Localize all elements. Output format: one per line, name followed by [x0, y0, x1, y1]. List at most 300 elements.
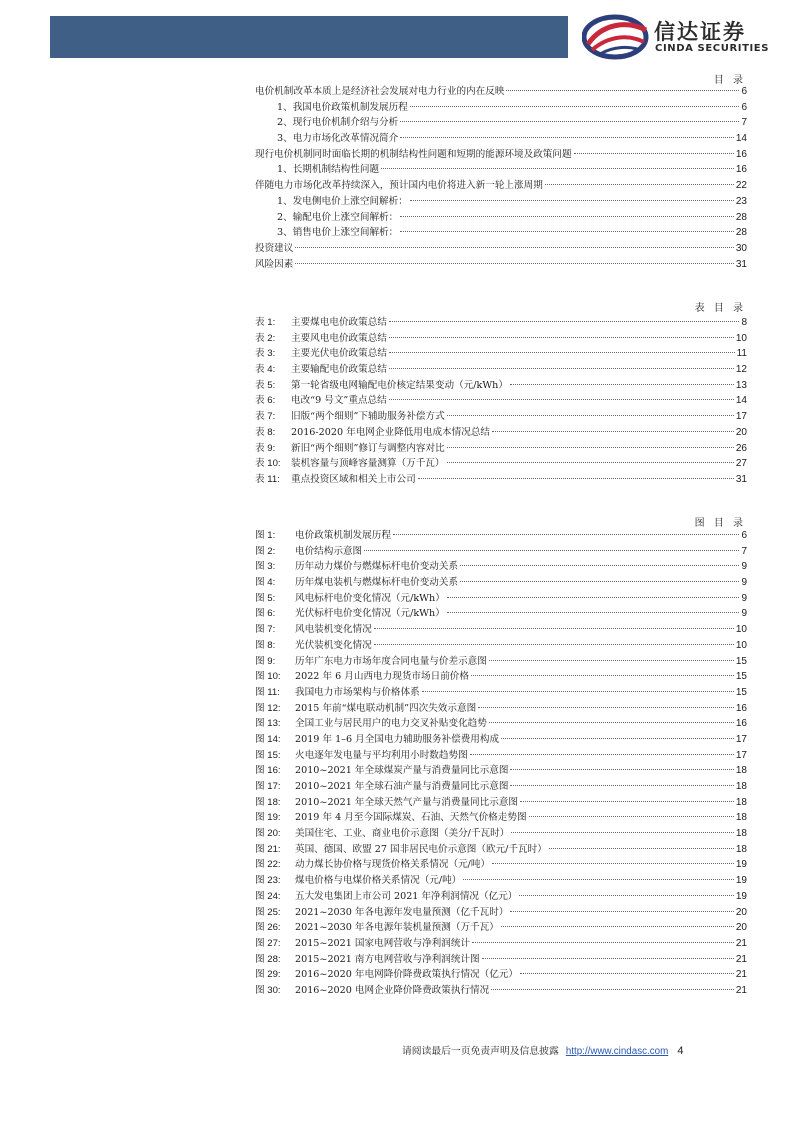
entry-label	[255, 952, 480, 968]
entry-label	[255, 147, 572, 163]
leader-dots	[471, 675, 734, 676]
entry-label	[255, 257, 293, 273]
entry-number: 图 6:	[255, 608, 276, 620]
entry-text: 美国住宅、工业、商业电价示意图（美分/千瓦时）	[295, 828, 510, 840]
page-number: 4	[677, 1045, 684, 1057]
entry-number: 图 25:	[255, 906, 281, 918]
entry-label	[255, 409, 445, 425]
entry-page-number: 12	[735, 364, 747, 376]
brand-name-cn: 信达证券	[654, 20, 746, 44]
entry-number: 图 7:	[255, 624, 276, 636]
entry-text: 第一轮省级电网输配电价核定结果变动（元/kWh）	[291, 379, 508, 391]
entry-number: 图 16:	[255, 765, 281, 777]
entry-page-number: 18	[735, 765, 747, 777]
leader-dots	[529, 816, 734, 817]
leader-dots	[511, 832, 734, 833]
entry-text: 历年煤电装机与燃煤标杆电价变动关系	[295, 577, 459, 589]
entry-text: 2010~2021 年全球煤炭产量与消费量同比示意图	[295, 765, 509, 777]
entry-number: 表 3:	[255, 348, 276, 360]
figure-list-entry[interactable]	[255, 748, 747, 764]
entry-number: 图 8:	[255, 639, 276, 651]
leader-dots	[400, 121, 739, 122]
leader-dots	[492, 431, 734, 432]
entry-text: 1、发电侧电价上涨空间解析：	[277, 195, 408, 207]
entry-number: 图 10:	[255, 671, 281, 683]
entry-text: 煤电价格与电煤价格关系情况（元/吨）	[295, 875, 462, 887]
figure-list-entry[interactable]	[255, 669, 747, 685]
entry-text: 五大发电集团上市公司 2021 年净利润情况（亿元）	[295, 890, 518, 902]
leader-dots	[400, 137, 734, 138]
toc-entry[interactable]	[255, 178, 747, 194]
entry-text: 伴随电力市场化改革持续深入，预计国内电价将进入新一轮上涨周期	[255, 180, 543, 192]
entry-number: 表 9:	[255, 442, 276, 454]
entry-number: 图 23:	[255, 875, 281, 887]
entry-number: 图 2:	[255, 545, 276, 557]
entry-page-number: 20	[735, 922, 747, 934]
toc-entry[interactable]	[255, 131, 747, 147]
figure-list-entry[interactable]	[255, 795, 747, 811]
entry-text: 1、我国电价政策机制发展历程	[277, 101, 408, 113]
entry-number: 图 15:	[255, 749, 281, 761]
leader-dots	[510, 769, 733, 770]
entry-number: 图 26:	[255, 922, 281, 934]
entry-number: 图 3:	[255, 561, 276, 573]
figure-list-entry[interactable]	[255, 810, 747, 826]
toc-entry[interactable]	[255, 194, 747, 210]
table-list-entry[interactable]	[255, 456, 747, 472]
leader-dots	[489, 660, 734, 661]
entry-label	[255, 842, 547, 858]
footer-url-link[interactable]: http://www.cindasc.com	[565, 1046, 669, 1057]
entry-page-number: 18	[735, 843, 747, 855]
leader-dots	[364, 550, 739, 551]
entry-page-number: 14	[735, 133, 747, 145]
entry-page-number: 31	[735, 258, 747, 270]
leader-dots	[447, 447, 734, 448]
leader-dots	[447, 415, 734, 416]
entry-page-number: 21	[735, 984, 747, 996]
leader-dots	[491, 989, 734, 990]
entry-page-number: 17	[735, 733, 747, 745]
figure-list-entry[interactable]	[255, 905, 747, 921]
table-list	[255, 315, 747, 488]
entry-text: 主要风电电价政策总结	[291, 332, 387, 344]
entry-label	[255, 654, 487, 670]
entry-label	[255, 241, 293, 257]
entry-text: 风电装机变化情况	[295, 624, 372, 636]
entry-text: 历年广东电力市场年度合同电量与价差示意图	[295, 655, 487, 667]
entry-label	[255, 936, 470, 952]
entry-label	[255, 669, 469, 685]
entry-text: 2016~2020 年电网降价降费政策执行情况（亿元）	[295, 969, 519, 981]
entry-text: 电价结构示意图	[295, 545, 363, 557]
entry-label	[255, 622, 372, 638]
leader-dots	[418, 478, 734, 479]
leader-dots	[510, 785, 733, 786]
toc-entry[interactable]	[255, 84, 747, 100]
leader-dots	[447, 462, 734, 463]
entry-number: 表 6:	[255, 395, 276, 407]
leader-dots	[295, 247, 734, 248]
entry-page-number: 15	[735, 671, 747, 683]
entry-label	[255, 732, 499, 748]
leader-dots	[489, 722, 734, 723]
entry-text: 电价机制改革本质上是经济社会发展对电力行业的内在反映	[255, 86, 505, 97]
entry-page-number: 10	[735, 332, 747, 344]
figure-list-entry[interactable]	[255, 779, 747, 795]
figure-list-entry[interactable]	[255, 575, 747, 591]
entry-number: 图 21:	[255, 843, 281, 855]
entry-page-number: 9	[741, 608, 747, 620]
entry-label	[255, 178, 543, 194]
entry-label	[255, 441, 445, 457]
figure-list-entry[interactable]	[255, 842, 747, 858]
entry-page-number: 9	[741, 592, 747, 604]
entry-text: 2019 年 1–6 月全国电力辅助服务补偿费用构成	[295, 733, 500, 745]
table-list-title: 表 目 录	[694, 303, 746, 314]
entry-page-number: 20	[735, 906, 747, 918]
figure-list-entry[interactable]	[255, 936, 747, 952]
entry-text: 2010~2021 年全球天然气产量与消费量同比示意图	[295, 796, 519, 808]
entry-text: 2022 年 6 月山西电力现货市场日前价格	[295, 671, 469, 683]
entry-text: 装机容量与顶峰容量测算（万千瓦）	[291, 458, 445, 470]
figure-list-entry[interactable]	[255, 591, 747, 607]
leader-dots	[510, 384, 734, 385]
entry-number: 图 28:	[255, 953, 281, 965]
entry-page-number: 16	[735, 148, 747, 160]
entry-page-number: 6	[741, 101, 747, 113]
entry-text: 2015~2021 国家电网营收与净利润统计	[295, 937, 471, 949]
figure-list-entry[interactable]	[255, 544, 747, 560]
entry-label	[255, 638, 372, 654]
entry-number: 图 12:	[255, 702, 281, 714]
entry-text: 电价政策机制发展历程	[295, 530, 391, 541]
entry-label	[255, 100, 408, 116]
entry-label	[255, 905, 508, 921]
entry-page-number: 23	[735, 195, 747, 207]
figure-list-entry[interactable]	[255, 873, 747, 889]
entry-number: 表 2:	[255, 332, 276, 344]
entry-number: 表 1:	[255, 317, 276, 328]
entry-text: 2010~2021 年全球石油产量与消费量同比示意图	[295, 781, 509, 792]
brand-logo	[582, 14, 777, 60]
entry-page-number: 9	[741, 577, 747, 589]
entry-label	[255, 810, 527, 826]
entry-text: 我国电力市场架构与价格体系	[295, 686, 420, 698]
entry-text: 2019 年 4 月至今国际煤炭、石油、天然气价格走势图	[295, 812, 527, 824]
entry-number: 图 13:	[255, 718, 281, 730]
entry-label	[255, 889, 517, 905]
toc-entry[interactable]	[255, 210, 747, 226]
entry-label	[255, 115, 398, 131]
entry-label	[255, 528, 391, 544]
entry-label	[255, 701, 476, 717]
entry-label	[255, 362, 387, 378]
entry-page-number: 18	[735, 812, 747, 824]
entry-page-number: 8	[741, 317, 747, 328]
leader-dots	[463, 879, 734, 880]
entry-number: 图 11:	[255, 686, 280, 698]
entry-label	[255, 425, 490, 441]
entry-text: 光伏装机变化情况	[295, 639, 372, 651]
entry-label	[255, 472, 416, 488]
table-list-entry[interactable]	[255, 409, 747, 425]
table-list-entry[interactable]	[255, 331, 747, 347]
toc-list	[255, 84, 747, 272]
entry-page-number: 18	[735, 796, 747, 808]
entry-label	[255, 194, 408, 210]
leader-dots	[472, 942, 734, 943]
entry-text: 2021~2030 年各电源年装机量预测（万千瓦）	[295, 922, 499, 934]
entry-number: 图 19:	[255, 812, 281, 824]
leader-dots	[482, 958, 734, 959]
figure-list-entry[interactable]	[255, 920, 747, 936]
entry-page-number: 7	[741, 545, 747, 557]
entry-number: 图 18:	[255, 796, 281, 808]
entry-label	[255, 131, 398, 147]
leader-dots	[447, 612, 740, 613]
entry-label	[255, 544, 362, 560]
entry-label	[255, 606, 445, 622]
entry-label	[255, 967, 518, 983]
leader-dots	[574, 153, 734, 154]
table-list-entry[interactable]	[255, 362, 747, 378]
table-list-entry[interactable]	[255, 425, 747, 441]
entry-text: 现行电价机制同时面临长期的机制结构性问题和短期的能源环境及政策问题	[255, 148, 572, 160]
leader-dots	[460, 565, 739, 566]
entry-page-number: 17	[735, 411, 747, 423]
entry-text: 全国工业与居民用户的电力交叉补贴变化趋势	[295, 718, 487, 730]
entry-page-number: 18	[735, 828, 747, 840]
leader-dots	[520, 973, 734, 974]
entry-page-number: 7	[741, 117, 747, 129]
entry-text: 风电标杆电价变化情况（元/kWh）	[295, 592, 445, 604]
entry-page-number: 6	[741, 530, 747, 541]
entry-text: 2016-2020 年电网企业降低用电成本情况总结	[291, 426, 491, 438]
entry-label	[255, 826, 509, 842]
entry-number: 表 10:	[255, 458, 281, 470]
entry-number: 图 17:	[255, 781, 281, 792]
entry-page-number: 28	[735, 211, 747, 223]
entry-label	[255, 748, 468, 764]
toc-entry[interactable]	[255, 162, 747, 178]
entry-page-number: 16	[735, 702, 747, 714]
leader-dots	[374, 644, 734, 645]
entry-label	[255, 210, 398, 226]
logo-emblem-icon	[582, 14, 652, 60]
toc-entry[interactable]	[255, 241, 747, 257]
table-list-entry[interactable]	[255, 393, 747, 409]
figure-list-entry[interactable]	[255, 763, 747, 779]
figure-list-entry[interactable]	[255, 967, 747, 983]
entry-page-number: 17	[735, 749, 747, 761]
entry-page-number: 11	[736, 348, 747, 360]
entry-page-number: 19	[735, 875, 747, 887]
entry-text: 2016~2020 电网企业降价降费政策执行情况	[295, 984, 490, 996]
figure-list-entry[interactable]	[255, 528, 747, 544]
toc-entry[interactable]	[255, 225, 747, 241]
leader-dots	[410, 200, 734, 201]
leader-dots	[410, 106, 740, 107]
entry-page-number: 10	[735, 624, 747, 636]
entry-page-number: 20	[735, 426, 747, 438]
entry-text: 2、现行电价机制介绍与分析	[277, 117, 399, 129]
entry-page-number: 21	[735, 969, 747, 981]
leader-dots	[400, 231, 734, 232]
entry-label	[255, 873, 461, 889]
entry-label	[255, 575, 458, 591]
entry-text: 历年动力煤价与燃煤标杆电价变动关系	[295, 561, 459, 573]
leader-dots	[295, 263, 734, 264]
entry-number: 图 14:	[255, 733, 281, 745]
toc-entry[interactable]	[255, 100, 747, 116]
entry-label	[255, 162, 379, 178]
leader-dots	[510, 911, 733, 912]
figure-list-entry[interactable]	[255, 889, 747, 905]
entry-label	[255, 857, 490, 873]
entry-text: 投资建议	[255, 242, 294, 254]
entry-number: 图 20:	[255, 828, 281, 840]
entry-text: 主要输配电价政策总结	[291, 364, 387, 376]
entry-label	[255, 716, 487, 732]
entry-text: 2015~2021 南方电网营收与净利润统计图	[295, 953, 480, 965]
entry-number: 图 5:	[255, 592, 276, 604]
leader-dots	[381, 168, 734, 169]
figure-list-entry[interactable]	[255, 606, 747, 622]
entry-number: 表 11:	[255, 473, 280, 485]
leader-dots	[520, 801, 734, 802]
figure-list-entry[interactable]	[255, 732, 747, 748]
entry-page-number: 19	[735, 890, 747, 902]
entry-page-number: 16	[735, 164, 747, 176]
table-list-entry[interactable]	[255, 472, 747, 488]
entry-text: 风险因素	[255, 258, 294, 270]
entry-label	[255, 315, 387, 331]
entry-page-number: 22	[735, 180, 747, 192]
entry-number: 图 4:	[255, 577, 276, 589]
entry-page-number: 15	[735, 655, 747, 667]
leader-dots	[389, 321, 740, 322]
figure-list-entry[interactable]	[255, 685, 747, 701]
entry-number: 图 9:	[255, 655, 276, 667]
entry-text: 旧版“两个细则”下辅助服务补偿方式	[291, 411, 445, 423]
leader-dots	[422, 691, 734, 692]
figure-list-title: 图 目 录	[694, 518, 746, 529]
entry-label	[255, 795, 518, 811]
entry-label	[255, 331, 387, 347]
entry-number: 图 24:	[255, 890, 281, 902]
table-list-entry[interactable]	[255, 346, 747, 362]
entry-text: 2015 年前“煤电联动机制”四次失效示意图	[295, 702, 477, 714]
entry-page-number: 6	[741, 86, 747, 97]
leader-dots	[519, 895, 733, 896]
figure-list-entry[interactable]	[255, 622, 747, 638]
entry-page-number: 16	[735, 718, 747, 730]
figure-list	[255, 528, 747, 999]
figure-list-entry[interactable]	[255, 638, 747, 654]
figure-list-entry[interactable]	[255, 857, 747, 873]
entry-page-number: 28	[735, 227, 747, 239]
entry-label	[255, 983, 489, 999]
entry-number: 图 22:	[255, 859, 281, 871]
entry-page-number: 21	[735, 937, 747, 949]
entry-page-number: 21	[735, 953, 747, 965]
entry-text: 3、销售电价上涨空间解析：	[277, 227, 399, 239]
leader-dots	[374, 628, 734, 629]
entry-text: 重点投资区域和相关上市公司	[291, 473, 416, 485]
entry-page-number: 10	[735, 639, 747, 651]
entry-label	[255, 920, 499, 936]
table-list-entry[interactable]	[255, 441, 747, 457]
entry-label	[255, 393, 387, 409]
toc-entry[interactable]	[255, 257, 747, 273]
table-list-entry[interactable]	[255, 378, 747, 394]
entry-text: 英国、德国、欧盟 27 国非居民电价示意图（欧元/千瓦时）	[295, 843, 547, 855]
entry-page-number: 27	[735, 458, 747, 470]
entry-number: 图 27:	[255, 937, 281, 949]
brand-name-en: CINDA SECURITIES	[655, 43, 770, 54]
entry-label	[255, 763, 508, 779]
entry-label	[255, 456, 445, 472]
toc-entry[interactable]	[255, 115, 747, 131]
page-footer	[402, 1043, 684, 1057]
leader-dots	[545, 184, 734, 185]
entry-number: 图 29:	[255, 969, 281, 981]
entry-label	[255, 559, 458, 575]
leader-dots	[393, 534, 740, 535]
entry-label	[255, 346, 387, 362]
entry-text: 主要煤电电价政策总结	[291, 317, 387, 328]
leader-dots	[400, 216, 734, 217]
table-list-entry[interactable]	[255, 315, 747, 331]
entry-text: 1、长期机制结构性问题	[277, 164, 380, 176]
figure-list-entry[interactable]	[255, 952, 747, 968]
entry-number: 图 1:	[255, 530, 276, 541]
entry-label	[255, 84, 504, 100]
entry-text: 电改“9 号文”重点总结	[291, 395, 387, 407]
entry-label	[255, 378, 508, 394]
figure-list-entry[interactable]	[255, 983, 747, 999]
figure-list-entry[interactable]	[255, 559, 747, 575]
leader-dots	[501, 926, 734, 927]
leader-dots	[549, 848, 734, 849]
leader-dots	[447, 597, 740, 598]
entry-text: 新旧“两个细则”修订与调整内容对比	[291, 442, 445, 454]
toc-entry[interactable]	[255, 147, 747, 163]
entry-page-number: 13	[735, 379, 747, 391]
entry-page-number: 9	[741, 561, 747, 573]
figure-list-entry[interactable]	[255, 654, 747, 670]
entry-page-number: 26	[735, 442, 747, 454]
figure-list-entry[interactable]	[255, 716, 747, 732]
leader-dots	[389, 368, 734, 369]
entry-page-number: 30	[735, 242, 747, 254]
entry-text: 火电逐年发电量与平均利用小时数趋势图	[295, 749, 468, 761]
entry-text: 光伏标杆电价变化情况（元/kWh）	[295, 608, 445, 620]
figure-list-entry[interactable]	[255, 701, 747, 717]
entry-number: 表 8:	[255, 426, 276, 438]
entry-number: 表 7:	[255, 411, 276, 423]
leader-dots	[389, 352, 735, 353]
entry-label	[255, 591, 445, 607]
entry-page-number: 31	[735, 473, 747, 485]
entry-text: 2021~2030 年各电源年发电量预测（亿千瓦时）	[295, 906, 509, 918]
leader-dots	[501, 738, 734, 739]
leader-dots	[389, 337, 734, 338]
leader-dots	[460, 581, 739, 582]
entry-text: 2、输配电价上涨空间解析：	[277, 211, 399, 223]
figure-list-entry[interactable]	[255, 826, 747, 842]
